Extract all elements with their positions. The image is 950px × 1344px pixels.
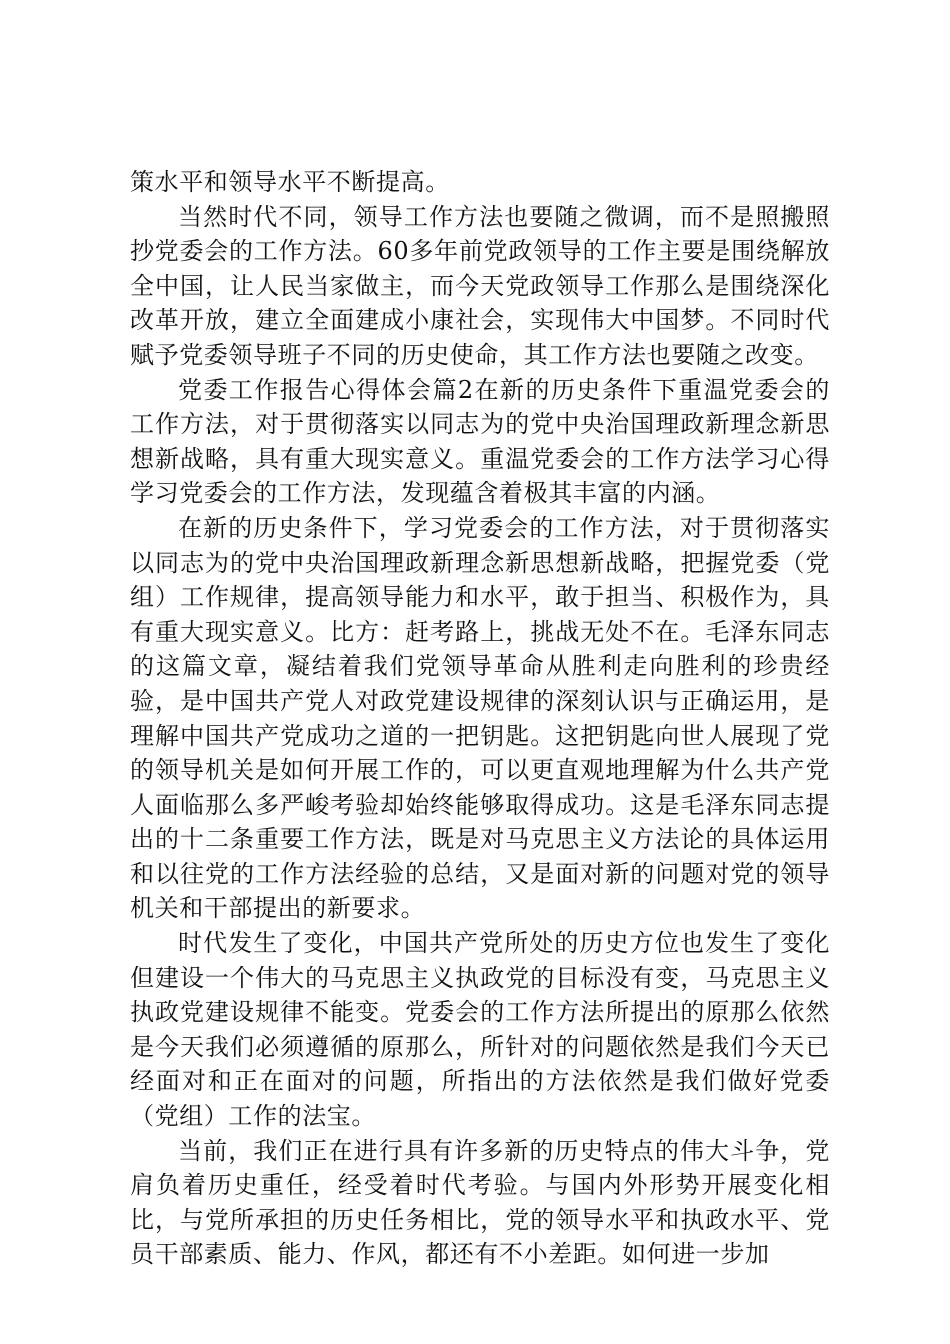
- paragraph-report-part-2: 党委工作报告心得体会篇2在新的历史条件下重温党委会的工作方法，对于贯彻落实以同志为的党中央治国理政新理念新思想新战略，具有重大现实意义。重温党委会的工作方法学习心得学习党委会的工作方法，发现蕴含着极其丰富的内涵。: [130, 375, 830, 508]
- document-body: [130, 165, 830, 1272]
- paragraph-continuation: 策水平和领导水平不断提高。: [130, 168, 450, 196]
- paragraph-era-change: 当然时代不同，领导工作方法也要随之微调，而不是照搬照抄党委会的工作方法。60多年前党政领导的工作主要是围绕解放全中国，让人民当家做主，而今天党政领导工作那么是围绕深化改革开放，建立全面建成小康社会，实现伟大中国梦。不同时代赋予党委领导班子不同的历史使命，其工作方法也要随之改变。: [130, 202, 830, 369]
- paragraph-historical-conditions: 在新的历史条件下，学习党委会的工作方法，对于贯彻落实以同志为的党中央治国理政新理念新思想新战略，把握党委（党组）工作规律，提高领导能力和水平，敢于担当、积极作为，具有重大现实意义。比方：赶考路上，挑战无处不在。毛泽东同志的这篇文章，凝结着我们党领导革命从胜利走向胜利的珍贵经验，是中国共产党人对政党建设规律的深刻认识与正确运用，是理解中国共产党成功之道的一把钥匙。这把钥匙向世人展现了党的领导机关是如何开展工作的，可以更直观地理解为什么共产党人面临那么多严峻考验却始终能够取得成功。这是毛泽东同志提出的十二条重要工作方法，既是对马克思主义方法论的具体运用和以往党的工作方法经验的总结，又是面对新的问题对党的领导机关和干部提出的新要求。: [130, 513, 830, 923]
- paragraph-times-changed: 时代发生了变化，中国共产党所处的历史方位也发生了变化但建设一个伟大的马克思主义执政党的目标没有变，马克思主义执政党建设规律不能变。党委会的工作方法所提出的原那么依然是今天我们必须遵循的原那么，所针对的问题依然是我们今天已经面对和正在面对的问题，所指出的方法依然是我们做好党委（党组）工作的法宝。: [130, 929, 830, 1131]
- paragraph-current-struggle: 当前，我们正在进行具有许多新的历史特点的伟大斗争，党肩负着历史重任，经受着时代考验。与国内外形势开展变化相比，与党所承担的历史任务相比，党的领导水平和执政水平、党员干部素质、能力、作风，都还有不小差距。如何进一步加: [130, 1136, 830, 1269]
